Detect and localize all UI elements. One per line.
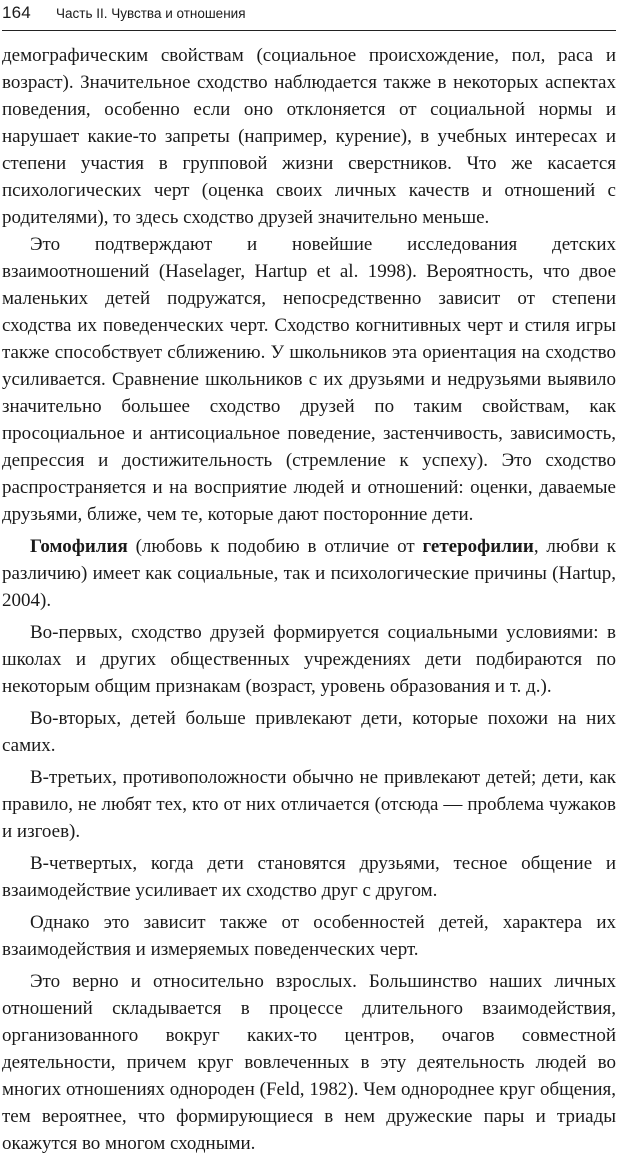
paragraph-3-middle: (любовь к подобию в отличие от xyxy=(127,536,423,557)
paragraph-2: Это подтверждают и новейшие исследования детских взаимоотношений (Haselager, Hartup et al. 1998). Вероятность, что двое маленьких детей подружатся, непосредственно зависит от степени сходства их поведенческих черт. Сходство когнитивных черт и стиля игры также способствует сближению. У школьников эта ориентация на сходство усиливается. Сравнение школьников с их друзьями и недрузьями выявило значительно большее сходство друзей по таким свойствам, как просоциальное и антисоциальное поведение, застенчивость, зависимость, депрессия и достижительность (стремление к успеху). Это сходство распространяется и на восприятие людей и отношений: оценки, даваемые друзьями, ближе, чем те, которые дают посторонние дети. xyxy=(2,234,616,525)
paragraph-3 xyxy=(2,533,616,614)
paragraph-3-end: , любви к различию) имеет как социальные, так и психологические причины (Hartup, 2004). xyxy=(2,536,616,611)
paragraph-4: Во-первых, сходство друзей формируется социальными условиями: в школах и других общественных учреждениях дети подбираются по некоторым общим признакам (возраст, уровень образования и т. д.). xyxy=(2,622,616,697)
paragraph-1: демографическим свойствам (социальное происхождение, пол, раса и возраст). Значительное сходство наблюдается также в некоторых аспектах поведения, особенно если оно отклоняется от социальной нормы и нарушает какие-то запреты (например, курение), в учебных интересах и степени участия в групповой жизни сверстников. Что же касается психологических черт (оценка своих личных качеств и отношений с родителями), то здесь сходство друзей значительно меньше. xyxy=(2,45,616,228)
term-heterophily: гетерофилии xyxy=(422,536,534,557)
body-text xyxy=(2,42,616,1157)
paragraph-7: В-четвертых, когда дети становятся друзьями, тесное общение и взаимодействие усиливает их сходство друг с другом. xyxy=(2,853,616,901)
paragraph-8: Однако это зависит также от особенностей детей, характера их взаимодействия и измеряемых поведенческих черт. xyxy=(2,912,616,960)
paragraph-5: Во-вторых, детей больше привлекают дети, которые похожи на них самих. xyxy=(2,708,616,756)
running-head: Часть II. Чувства и отношения xyxy=(56,6,246,21)
page-number: 164 xyxy=(2,3,31,22)
term-homophily: Гомофилия xyxy=(30,536,128,557)
paragraph-6: В-третьих, противоположности обычно не привлекают детей; дети, как правило, не любят тех, кто от них отличается (отсюда — проблема чужаков и изгоев). xyxy=(2,767,616,842)
page-header xyxy=(2,2,616,31)
paragraph-9: Это верно и относительно взрослых. Большинство наших личных отношений складывается в процессе длительного взаимодействия, организованного вокруг каких-то центров, очагов совместной деятельности, причем круг вовлеченных в эту деятельность людей во многих отношениях однороден (Feld, 1982). Чем однороднее круг общения, тем вероятнее, что формирующиеся в нем дружеские пары и триады окажутся во многом сходными. xyxy=(2,971,616,1154)
